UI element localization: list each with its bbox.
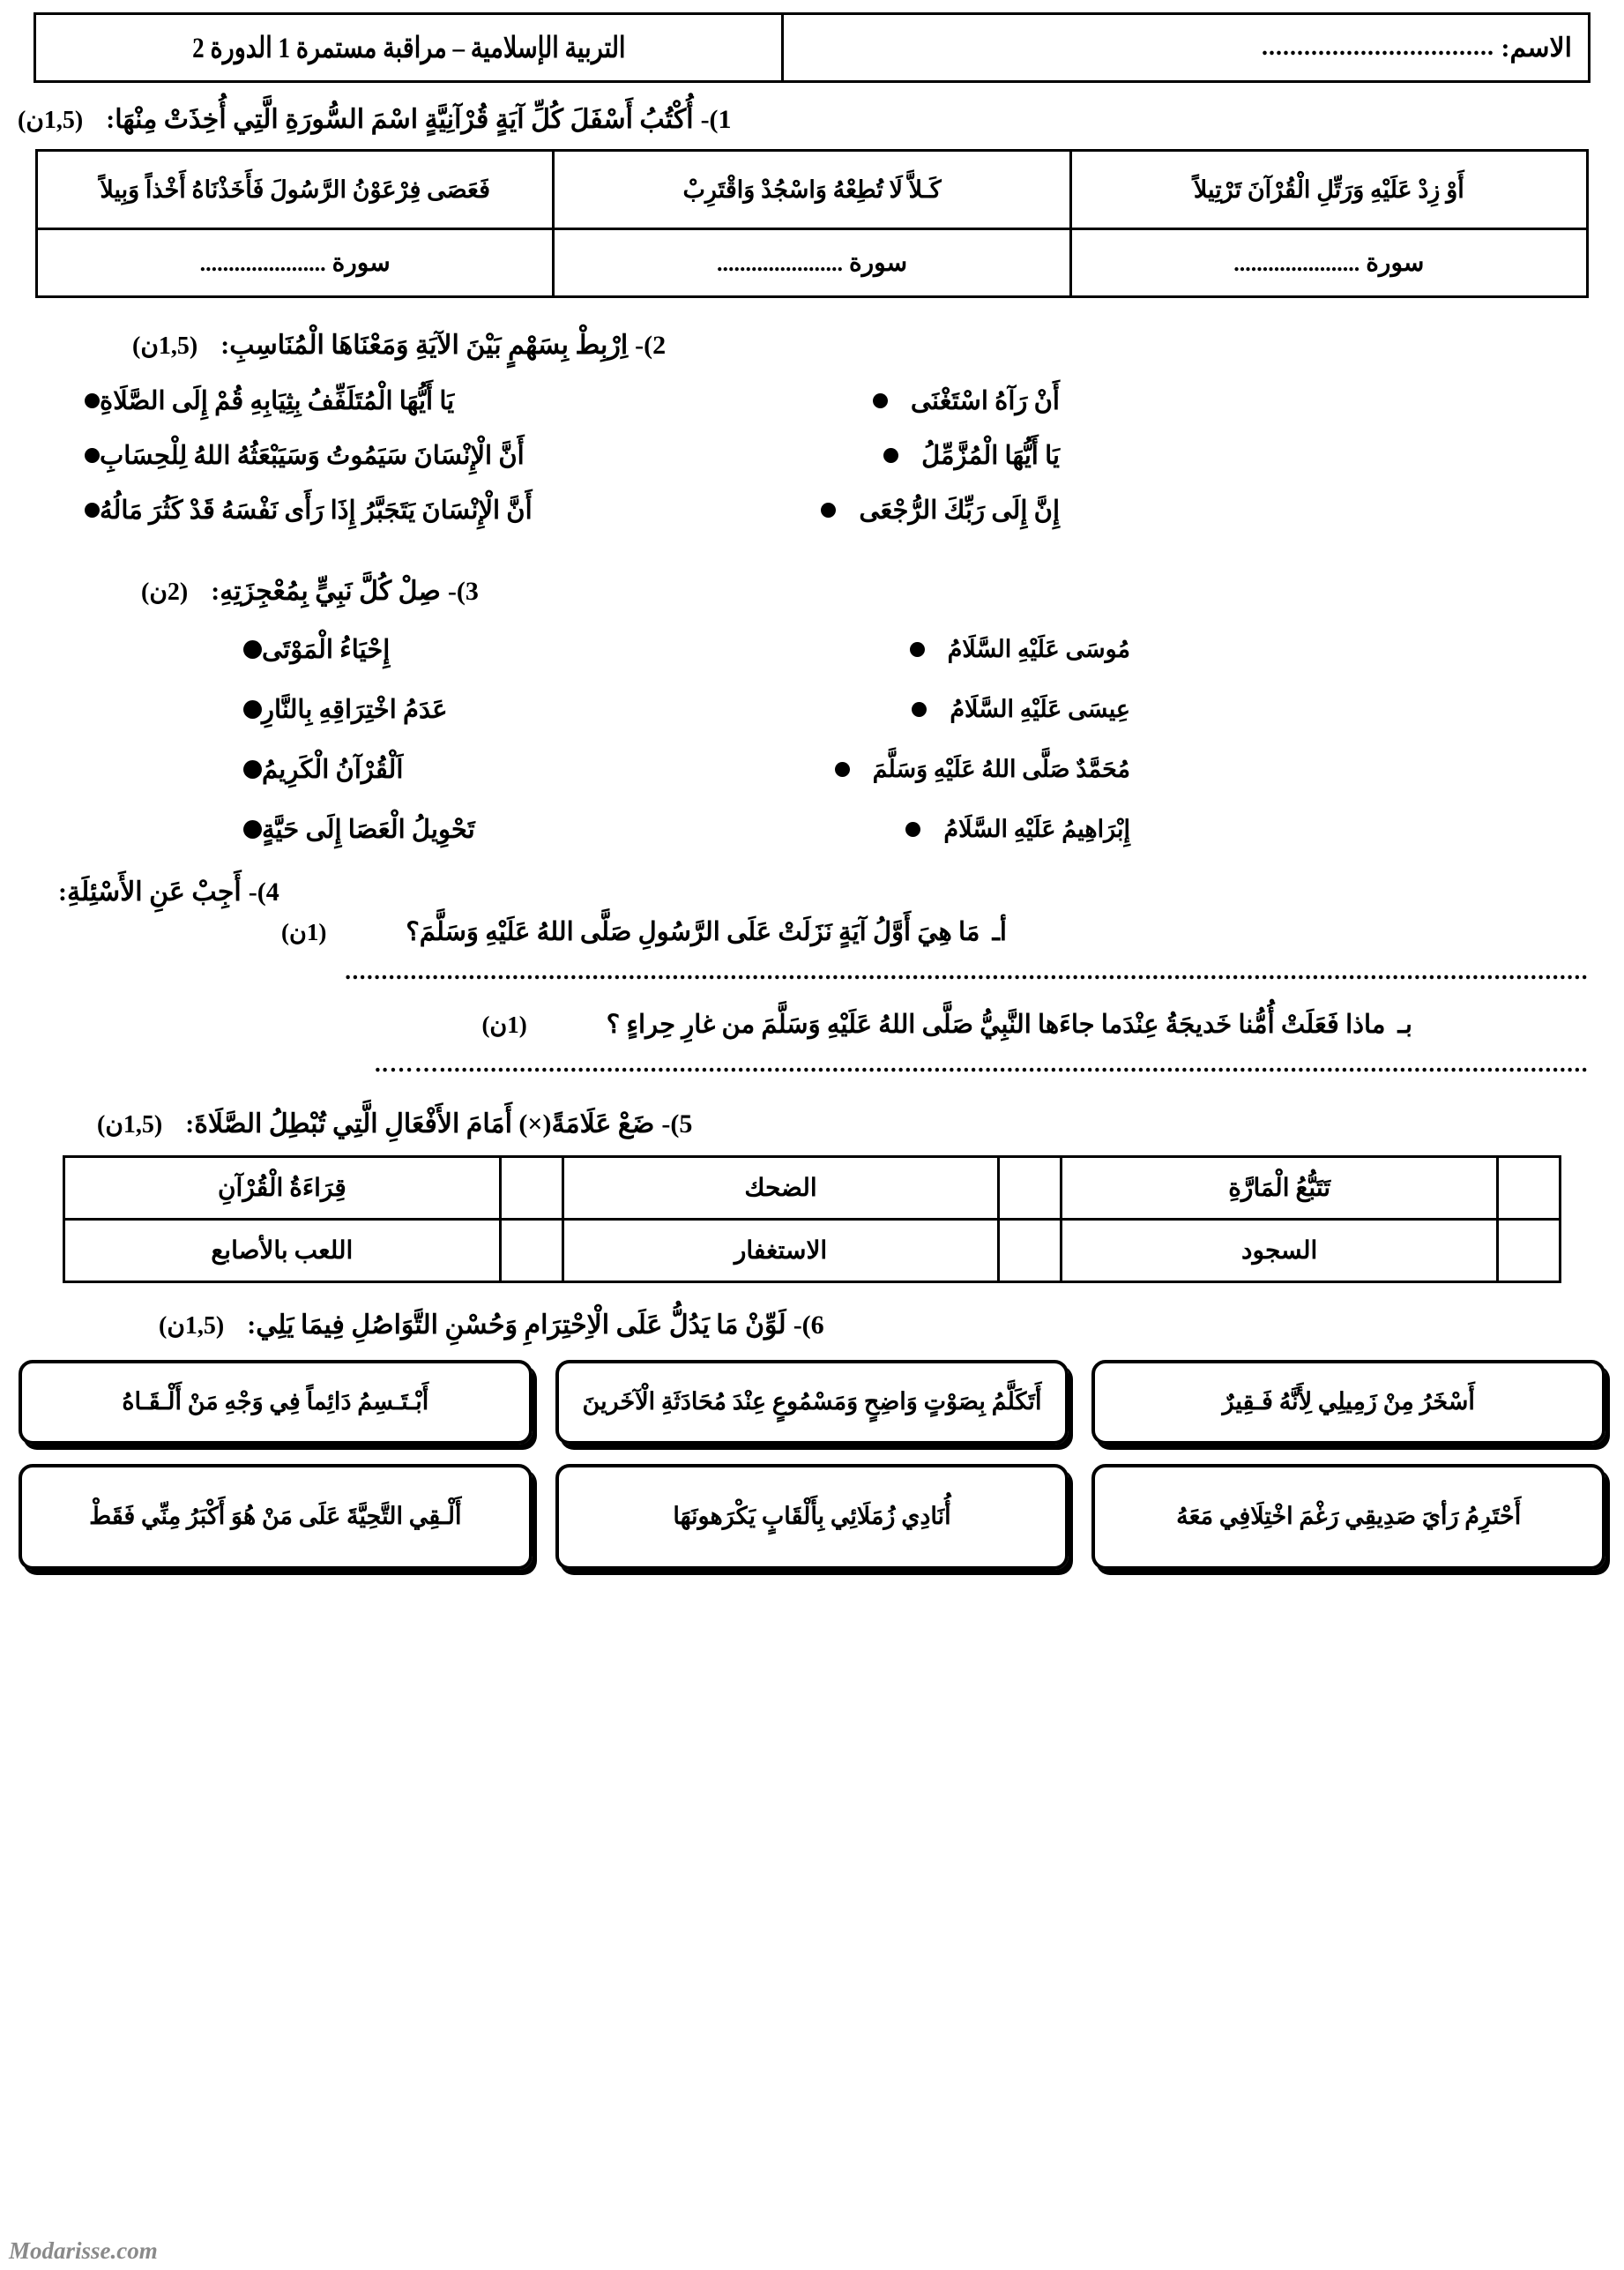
question-5-text: ضَعْ عَلَامَةً(×) أَمَامَ الأَفْعَالِ الَّتِي تُبْطِلُ الصَّلَاةَ: <box>185 1109 655 1139</box>
match-left-item-2[interactable] <box>0 440 812 471</box>
question-4b-text: ماذا فَعَلَتْ أُمُّنا خَديجَةُ عِنْدَما جاءَها النَّبِيُّ صَلَّى اللهُ عَلَيْهِ وَسَلَّمَ من غارِ حِراءٍ ؟ <box>606 1011 1386 1039</box>
miracle-item-2[interactable] <box>0 694 812 725</box>
match-dot-prophet-2[interactable] <box>912 702 927 717</box>
question-5-block <box>0 1109 1624 1283</box>
verse-cell-3: أَوْ زِدْ عَلَيْهِ وَرَتِّلِ الْقُرْآنَ تَرْتِيلاً <box>1070 151 1587 229</box>
question-4a-text: مَا هِيَ أَوَّلُ آيَةٍ نَزَلَتْ عَلَى الرَّسُولِ صَلَّى اللهُ عَلَيْهِ وَسَلَّمَ؟ <box>406 918 980 946</box>
miracle-label-1: إِحْيَاءُ الْمَوْتَى <box>262 635 391 664</box>
question-3-heading <box>0 576 1624 607</box>
table-row <box>64 1157 1561 1220</box>
miracle-label-3: اَلْقُرْآنُ الْكَرِيمُ <box>262 755 404 784</box>
match-right-label-3: إِنَّ إِلَى رَبِّكَ الرُّجْعَى <box>859 496 1060 525</box>
quran-verses-table <box>35 149 1589 298</box>
verse-cell-1: فَعَصَى فِرْعَوْنُ الرَّسُولَ فَأَخَذْنَاهُ أَخْذاً وَبِيلاً <box>37 151 554 229</box>
question-4a-label: أـ <box>992 918 1007 946</box>
miracle-label-2: عَدَمُ اخْتِرَاقِهِ بِالنَّارِ <box>262 695 448 724</box>
question-2-number: 2)- <box>635 331 667 360</box>
match-left-label-1: يَا أَيُّهَا الْمُتَلَفِّفُ بِثِيَابِهِ قُمْ إِلَى الصَّلَاةِ <box>100 386 455 415</box>
match-left-item-1[interactable] <box>0 385 812 416</box>
verse-answers-row <box>37 229 1588 297</box>
match-row <box>0 619 1624 679</box>
question-3-pairs <box>0 619 1624 859</box>
question-6-heading <box>0 1310 1624 1340</box>
action-label-r2c2: الاستغفار <box>562 1220 999 1282</box>
match-dot-left-1[interactable] <box>85 393 100 408</box>
answer-prefix-3: سورة <box>1366 250 1425 277</box>
question-5-number: 5)- <box>661 1109 693 1139</box>
match-dot-right-2[interactable] <box>883 448 898 463</box>
match-dot-miracle-3[interactable] <box>243 760 262 779</box>
student-name-label: الاسم: <box>1501 33 1572 63</box>
match-left-label-2: أَنَّ الْإِنْسَانَ سَيَمُوتُ وَسَيَبْعَثُهُ اللهُ لِلْحِسَابِ <box>100 441 525 470</box>
prayer-actions-table <box>63 1155 1561 1283</box>
checkbox-cell-r2c2[interactable] <box>999 1220 1062 1282</box>
answer-cell-3[interactable] <box>1070 229 1587 297</box>
match-dot-miracle-2[interactable] <box>243 700 262 719</box>
match-dot-miracle-1[interactable] <box>243 640 262 659</box>
prophet-label-2: عِيسَى عَلَيْهِ السَّلَامُ <box>950 695 1130 722</box>
miracle-label-4: تَحْوِيلُ الْعَصَا إِلَى حَيَّةٍ <box>262 815 475 844</box>
match-dot-prophet-3[interactable] <box>835 762 850 777</box>
action-label-r1c2: الضحك <box>562 1157 999 1220</box>
prophet-label-4: إِبْرَاهِيمُ عَلَيْهِ السَّلَامُ <box>943 815 1130 842</box>
match-left-item-3[interactable] <box>0 495 812 526</box>
question-2-heading <box>0 330 1624 361</box>
question-6-points: (1,5ن) <box>159 1312 225 1340</box>
answer-cell-1[interactable] <box>37 229 554 297</box>
header-row <box>35 14 1590 82</box>
prophet-label-1: مُوسَى عَلَيْهِ السَّلَامُ <box>947 635 1130 662</box>
question-6-block <box>0 1310 1624 1570</box>
verses-row <box>37 151 1588 229</box>
answer-dots-3: ...................... <box>1233 250 1360 276</box>
question-1-points: (1,5ن) <box>18 107 84 134</box>
exam-title-cell: التربية الإسلامية – مراقبة مستمرة 1 الدورة 2 <box>102 14 715 82</box>
question-4-number: 4)- <box>248 877 279 907</box>
match-dot-prophet-4[interactable] <box>905 822 920 837</box>
prophet-item-4[interactable] <box>812 816 1624 843</box>
question-4-heading <box>0 877 1624 907</box>
behaviour-card-1-1[interactable]: أَبْـتَـسِمُ دَائِماً فِي وَجْهِ مَنْ أَلْـقَـاهُ <box>19 1360 533 1445</box>
question-1-block <box>0 104 1624 298</box>
answer-prefix-1: سورة <box>332 250 391 277</box>
question-4b-points: (1ن) <box>481 1012 527 1038</box>
behaviour-card-1-3[interactable]: أَسْخَرُ مِنْ زَمِيلِي لِأَنَّهُ فَـقِيرٌ <box>1091 1360 1605 1445</box>
answer-dots-1: ...................... <box>199 250 326 276</box>
header-table <box>34 12 1590 83</box>
match-dot-miracle-4[interactable] <box>243 820 262 839</box>
action-label-r1c1: قِرَاءَةُ الْقُرْآنِ <box>64 1157 501 1220</box>
match-row <box>0 482 1624 537</box>
question-4b-label: بـ <box>1397 1011 1412 1039</box>
prophet-item-1[interactable] <box>812 636 1624 663</box>
prophet-label-3: مُحَمَّدٌ صَلَّى اللهُ عَلَيْهِ وَسَلَّمَ <box>872 755 1130 782</box>
table-row <box>64 1220 1561 1282</box>
behaviour-card-2-2[interactable]: أُنَادِي زُمَلَائِي بِأَلْقَابٍ يَكْرَهونَهَا <box>555 1464 1069 1570</box>
question-4b-heading <box>0 1009 1624 1040</box>
match-row <box>0 679 1624 739</box>
site-watermark: Modarisse.com <box>9 2237 158 2264</box>
answer-cell-2[interactable] <box>554 229 1070 297</box>
action-label-r2c3: السجود <box>1062 1220 1498 1282</box>
question-6-text: لَوِّنْ مَا يَدُلُّ عَلَى الْاِحْتِرَامِ وَحُسْنِ التَّوَاصُلِ فِيمَا يَلِي: <box>247 1310 786 1340</box>
question-4a-answer-line[interactable]: ........................................................................................................................................................................... <box>345 958 1589 984</box>
checkbox-cell-r1c2[interactable] <box>999 1157 1062 1220</box>
worksheet-page <box>0 12 1624 2270</box>
question-4a-heading <box>0 916 1624 947</box>
question-3-text: صِلْ كُلَّ نَبِيٍّ بِمُعْجِزَتِهِ: <box>211 577 441 606</box>
checkbox-cell-r1c1[interactable] <box>500 1157 562 1220</box>
behaviour-card-2-3[interactable]: أَحْتَرِمُ رَأيَ صَدِيقِي رَغْمَ اخْتِلَافِي مَعَهُ <box>1091 1464 1605 1570</box>
question-3-block <box>0 576 1624 859</box>
question-4b-answer-line[interactable]: ..............................................................................................................................................................…….. <box>375 1050 1589 1077</box>
answer-dots-2: ...................... <box>716 250 843 276</box>
question-2-block <box>0 330 1624 537</box>
prophet-item-3[interactable] <box>812 756 1624 783</box>
question-4-block <box>0 877 1624 1079</box>
question-4a-points: (1ن) <box>281 919 327 945</box>
question-5-heading <box>0 1109 1624 1139</box>
match-dot-right-1[interactable] <box>873 393 888 408</box>
match-dot-left-3[interactable] <box>85 503 100 518</box>
match-right-item-1[interactable] <box>812 385 1624 416</box>
behaviour-card-2-1[interactable]: أَلْـقِي التَّحِيَّةَ عَلَى مَنْ هُوَ أَكْبَرُ مِنِّي فَقَطْ <box>19 1464 533 1570</box>
match-dot-prophet-1[interactable] <box>910 642 925 657</box>
action-label-r1c3: تَتَبُّعُ الْمَارَّةِ <box>1062 1157 1498 1220</box>
match-right-label-1: أَنْ رَآهُ اسْتَغْنَى <box>910 386 1060 415</box>
question-5-points: (1,5ن) <box>97 1111 163 1139</box>
match-dot-right-3[interactable] <box>821 503 836 518</box>
student-name-dots: ................................. <box>1261 33 1494 61</box>
miracle-item-1[interactable] <box>0 634 812 665</box>
answer-prefix-2: سورة <box>848 250 908 277</box>
match-right-item-2[interactable] <box>812 440 1624 471</box>
checkbox-cell-r1c3[interactable] <box>1498 1157 1561 1220</box>
question-2-points: (1,5ن) <box>132 332 198 360</box>
miracle-item-3[interactable] <box>0 754 812 785</box>
miracle-item-4[interactable] <box>0 814 812 845</box>
question-2-text: اِرْبِطْ بِسَهْمٍ بَيْنَ الآيَةِ وَمَعْنَاهَا الْمُنَاسِبِ: <box>220 331 629 360</box>
match-row <box>0 799 1624 859</box>
checkbox-cell-r2c3[interactable] <box>1498 1220 1561 1282</box>
action-label-r2c1: اللعب بالأصابع <box>64 1220 501 1282</box>
prophet-item-2[interactable] <box>812 696 1624 723</box>
match-row <box>0 428 1624 482</box>
match-left-label-3: أَنَّ الْإِنْسَانَ يَتَجَبَّرُ إِذَا رَأَى نَفْسَهُ قَدْ كَثُرَ مَالُهُ <box>100 496 533 525</box>
question-4-text: أَجِبْ عَنِ الأَسْئِلَةِ: <box>58 877 242 907</box>
question-1-number: 1)- <box>700 105 732 134</box>
question-3-points: (2ن) <box>141 579 189 606</box>
match-dot-left-2[interactable] <box>85 448 100 463</box>
match-row <box>0 373 1624 428</box>
question-6-number: 6)- <box>793 1310 824 1340</box>
question-3-number: 3)- <box>447 577 479 606</box>
behaviour-cards-row-1 <box>19 1360 1605 1445</box>
student-name-cell <box>782 14 1589 82</box>
question-2-pairs <box>0 373 1624 537</box>
behaviour-card-1-2[interactable]: أَتَكَلَّمُ بِصَوْتٍ وَاضِحٍ وَمَسْمُوعٍ عِنْدَ مُحَادَثَةِ الْآخَرينَ <box>555 1360 1069 1445</box>
verse-cell-2: كَـلاَّ لَا تُطِعْهُ وَاسْجُدْ وَاقْتَرِبْ <box>554 151 1070 229</box>
match-row <box>0 739 1624 799</box>
behaviour-cards-row-2 <box>19 1464 1605 1570</box>
question-1-heading <box>0 104 1624 135</box>
match-right-label-2: يَا أَيُّهَا الْمُزَّمِّلُ <box>921 441 1060 470</box>
checkbox-cell-r2c1[interactable] <box>500 1220 562 1282</box>
match-right-item-3[interactable] <box>812 495 1624 526</box>
question-1-text: أُكْتُبُ أَسْفَلَ كُلِّ آيَةٍ قُرْآنِيَّةٍ اسْمَ السُّورَةِ الَّتِي أُخِذَتْ مِنْهَا: <box>106 105 694 134</box>
